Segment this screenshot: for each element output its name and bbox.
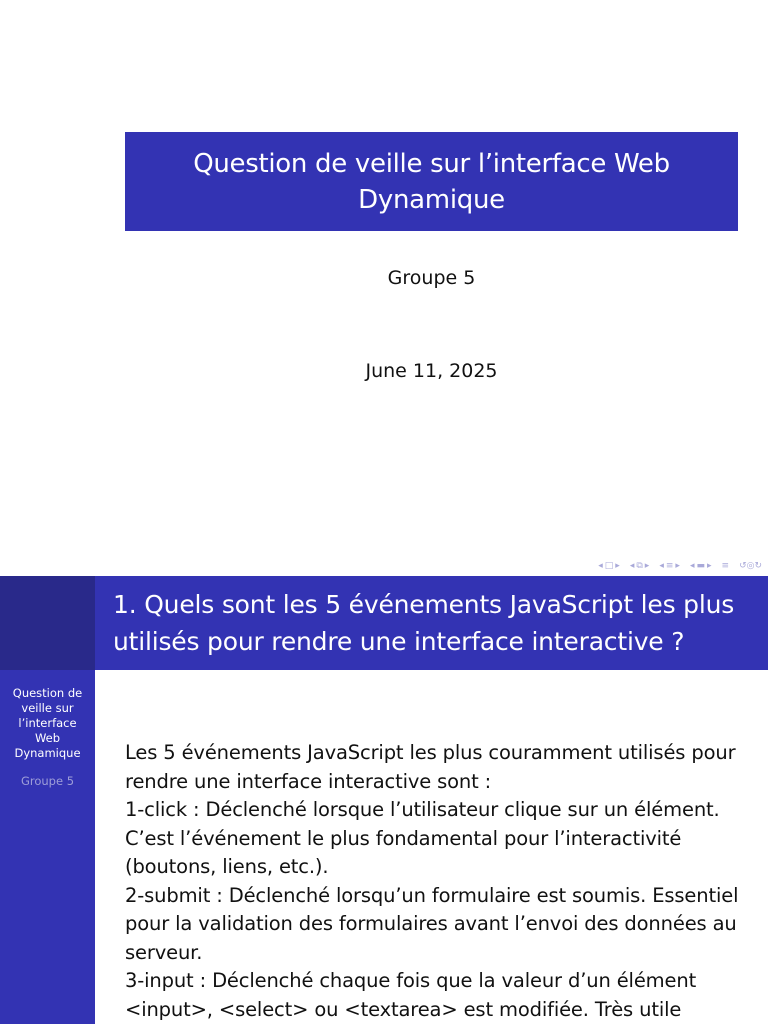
nav-next-part-icon[interactable]: ▸	[706, 561, 712, 571]
body-paragraph-click: 1-click : Déclenché lorsque l’utilisateur clique sur un élément. C’est l’événement le plus fondamental pour l’interactivité (boutons, liens, etc.).	[125, 798, 720, 878]
presentation-author: Groupe 5	[387, 267, 476, 289]
nav-section-icon[interactable]: ≡	[665, 561, 674, 571]
slide-body	[125, 739, 755, 1024]
frame-title-bar	[95, 576, 768, 670]
nav-subsection-group	[630, 560, 650, 572]
nav-frame-icon[interactable]: □	[604, 561, 614, 571]
sidebar-author[interactable]: Groupe 5	[20, 774, 75, 788]
nav-prev-part-icon[interactable]: ◂	[689, 561, 695, 571]
nav-toc-icon[interactable]: ≡	[721, 561, 730, 571]
nav-part-group	[690, 560, 712, 572]
nav-zoom-icon[interactable]: ↺◎↻	[739, 561, 762, 571]
presentation-date: June 11, 2025	[365, 360, 498, 382]
title-box	[125, 132, 738, 231]
body-paragraph-input: 3-input : Déclenché chaque fois que la valeur d’un élément <input>, <select> ou <textarea> est modifiée. Très utile	[125, 969, 697, 1021]
navigation-bar	[598, 560, 762, 572]
nav-prev-frame-icon[interactable]: ◂	[598, 561, 603, 571]
sidebar-title[interactable]: Question de veille sur l’interface Web Dynamique	[12, 686, 83, 760]
nav-next-frame-icon[interactable]: ▸	[615, 561, 620, 571]
presentation-title: Question de veille sur l’interface Web Dynamique	[193, 148, 670, 215]
nav-part-icon[interactable]: ▬	[696, 561, 705, 571]
body-paragraph-intro: Les 5 événements JavaScript les plus couramment utilisés pour rendre une interface interactive sont :	[125, 741, 736, 793]
nav-zoom-group	[739, 560, 762, 572]
nav-subsection-icon[interactable]: ⧉	[636, 561, 643, 571]
nav-next-subsection-icon[interactable]: ▸	[644, 561, 650, 571]
nav-prev-subsection-icon[interactable]: ◂	[629, 561, 635, 571]
frame-title: 1. Quels sont les 5 événements JavaScript les plus utilisés pour rendre une interface interactive ?	[113, 590, 735, 656]
nav-next-section-icon[interactable]: ▸	[675, 561, 680, 571]
content-slide	[0, 576, 768, 1024]
nav-toc-group	[722, 560, 730, 572]
nav-prev-section-icon[interactable]: ◂	[659, 561, 664, 571]
nav-frame-group	[598, 560, 620, 572]
nav-section-group	[659, 560, 680, 572]
sidebar	[0, 670, 95, 1024]
body-paragraph-submit: 2-submit : Déclenché lorsqu’un formulaire est soumis. Essentiel pour la validation des formulaires avant l’envoi des données au serveur.	[125, 883, 739, 964]
frame-head-corner	[0, 576, 95, 670]
